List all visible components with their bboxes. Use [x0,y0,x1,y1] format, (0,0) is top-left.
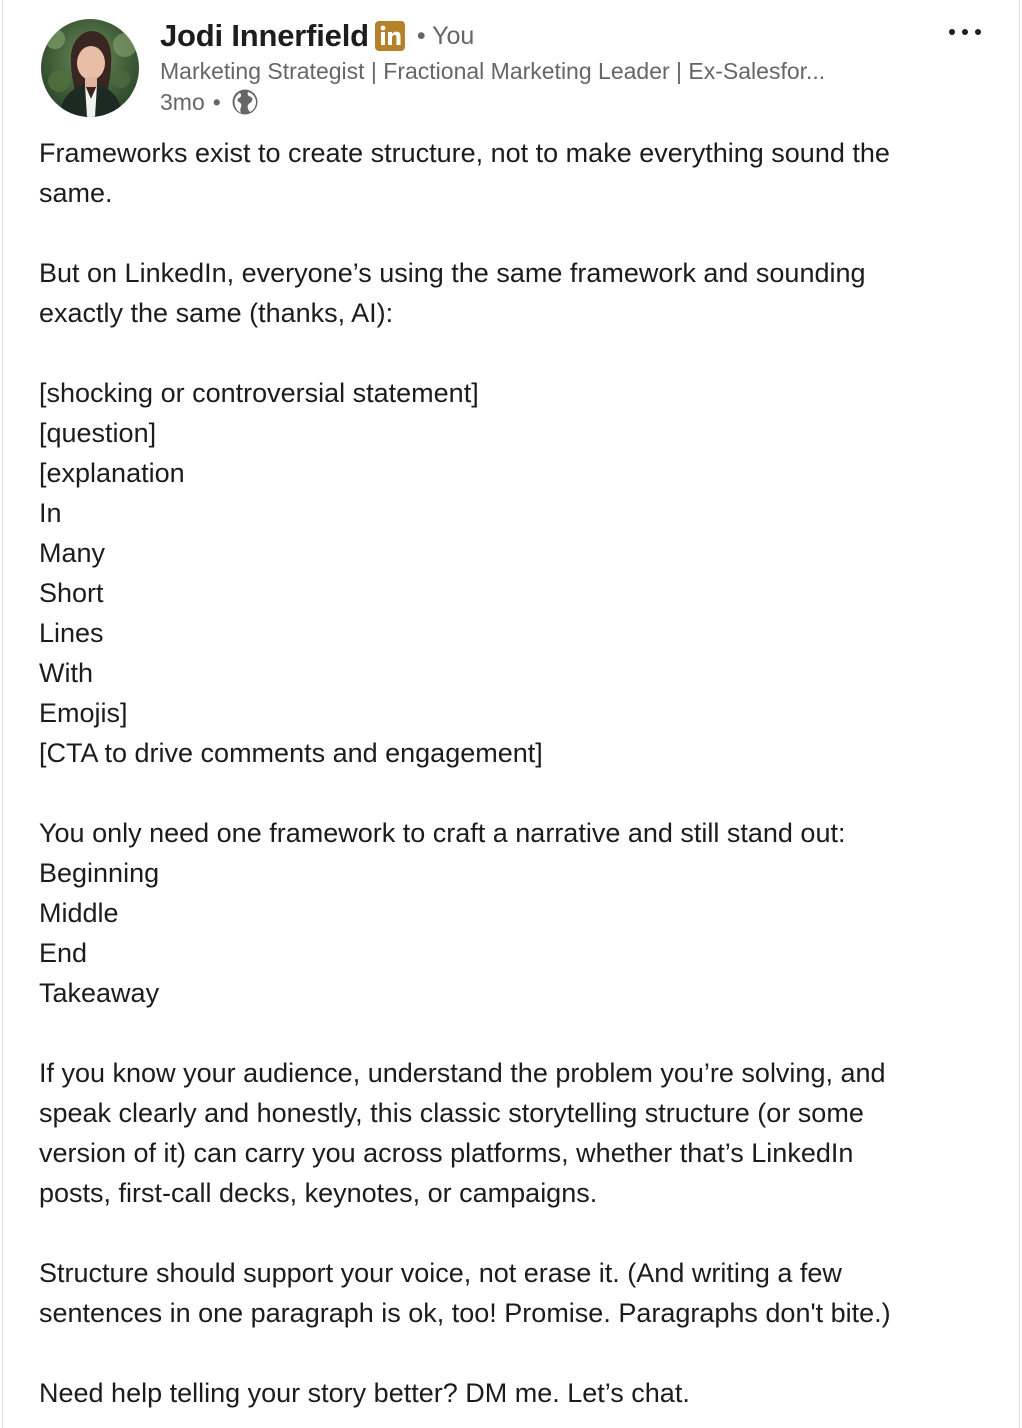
author-avatar[interactable] [41,19,139,117]
post-text-line: If you know your audience, understand the problem you’re solving, and [39,1058,886,1088]
post-blank-line [39,1213,989,1253]
connection-label: You [432,21,475,50]
post-text-line: Takeaway [39,978,160,1008]
post-meta [160,86,259,118]
post-text-line: exactly the same (thanks, AI): [39,298,394,328]
post-text-line: Structure should support your voice, not erase it. (And writing a few [39,1258,842,1288]
post-text-line: [explanation [39,458,185,488]
post-text-line: Short [39,578,104,608]
author-headline: Marketing Strategist | Fractional Marketing Leader | Ex-Salesfor... [160,58,826,84]
post-text-line: version of it) can carry you across platforms, whether that’s LinkedIn [39,1138,854,1168]
post-text-line: Middle [39,898,119,928]
more-options-icon [948,28,982,36]
post-text-line: With [39,658,93,688]
post-text-line: [question] [39,418,157,448]
post-card [2,0,1020,1428]
linkedin-premium-icon [375,21,405,51]
post-text-line: [shocking or controversial statement] [39,378,479,408]
post-text-line: posts, first-call decks, keynotes, or campaigns. [39,1178,598,1208]
post-text-line: Beginning [39,858,160,888]
post-text-line: You only need one framework to craft a narrative and still stand out: [39,818,846,848]
post-blank-line [39,213,989,253]
connection-degree: • You [416,21,475,50]
avatar-image [41,19,139,117]
post-text-line: Need help telling your story better? DM me. Let’s chat. [39,1378,690,1408]
more-options-button[interactable] [943,18,987,46]
post-text-line: Lines [39,618,104,648]
post-text-line: [CTA to drive comments and engagement] [39,738,543,768]
post-timestamp[interactable]: 3mo [160,88,205,115]
post-blank-line [39,1013,989,1053]
post-text-line: In [39,498,62,528]
post-text-line: sentences in one paragraph is ok, too! Promise. Paragraphs don't bite.) [39,1298,891,1328]
post-blank-line [39,333,989,373]
post-text-line: speak clearly and honestly, this classic storytelling structure (or some [39,1098,864,1128]
post-text-line: Many [39,538,106,568]
post-blank-line [39,773,989,813]
author-name[interactable]: Jodi Innerfield [160,18,369,53]
meta-separator: • [212,88,221,115]
post-body [39,133,989,1413]
post-text-line: same. [39,178,113,208]
author-line [160,14,474,58]
post-text-line: End [39,938,88,968]
post-text-line: Frameworks exist to create structure, not to make everything sound the [39,138,890,168]
globe-icon [231,88,259,116]
post-text-line: Emojis] [39,698,128,728]
post-text-line: But on LinkedIn, everyone’s using the same framework and sounding [39,258,866,288]
post-blank-line [39,1333,989,1373]
